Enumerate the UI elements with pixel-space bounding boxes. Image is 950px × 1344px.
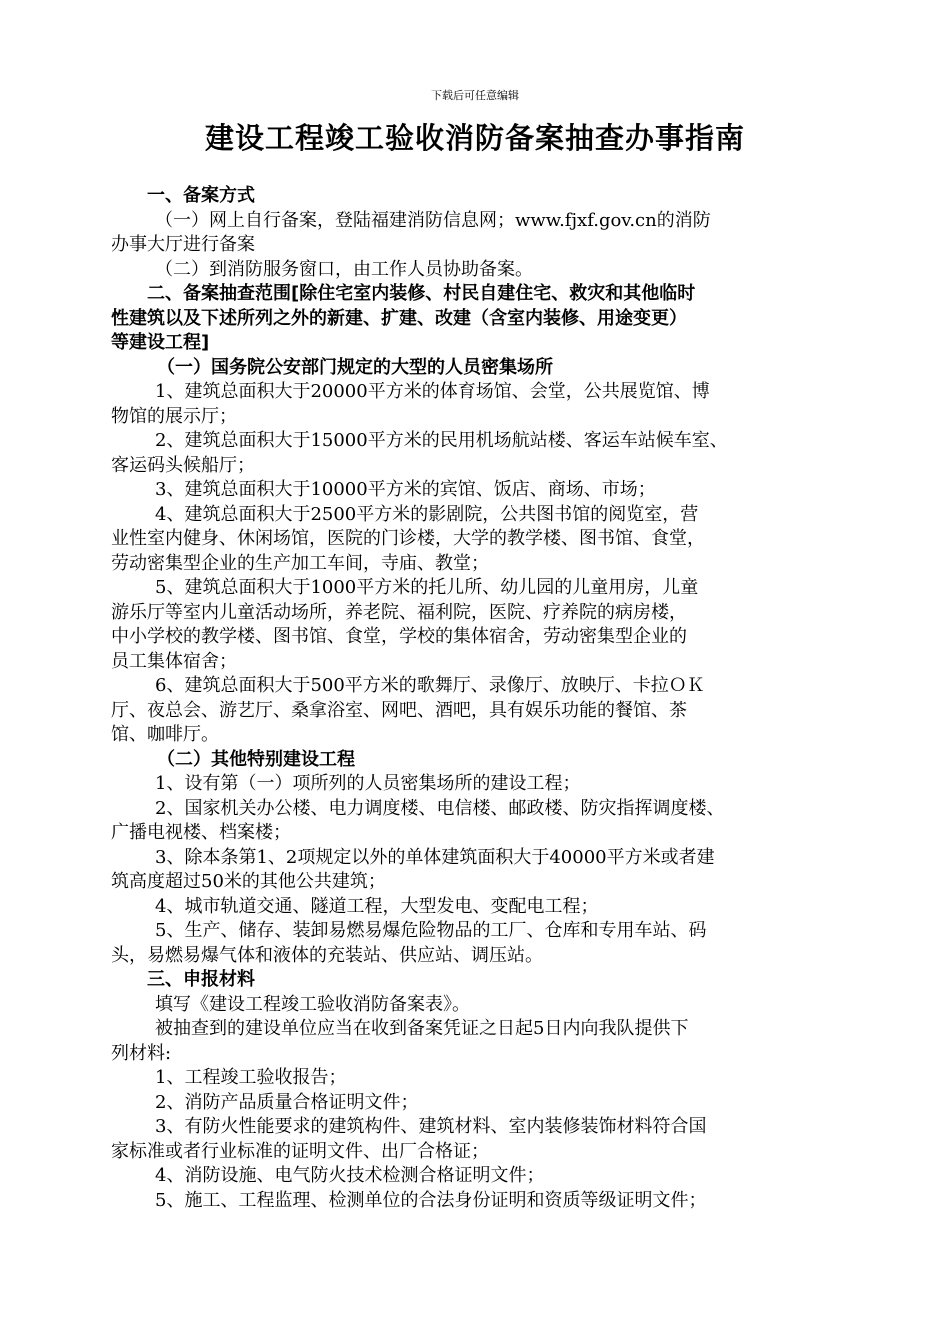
section-heading: 二、备案抽查范围[除住宅室内装修、村民自建住宅、救灾和其他临时 [147,283,696,304]
paragraph-line: 被抽查到的建设单位应当在收到备案凭证之日起5日内向我队提供下 [155,1018,689,1039]
list-item: 4、城市轨道交通、隧道工程，大型发电、变配电工程； [155,895,599,917]
list-item: 5、施工、工程监理、检测单位的合法身份证明和资质等级证明文件； [155,1189,707,1211]
section-heading: 一、备案方式 [147,185,255,206]
subsection-heading: （二）其他特别建设工程 [157,748,355,770]
list-item: 员工集体宿舍； [111,650,237,672]
paragraph-line: 列材料: [111,1042,172,1064]
paragraph-line: 办事大厅进行备案 [111,234,255,255]
list-item: 5、生产、储存、装卸易燃易爆危险物品的工厂、仓库和专用车站、码 [155,920,707,941]
list-item: 2、消防产品质量合格证明文件； [155,1091,419,1113]
list-item: 劳动密集型企业的生产加工车间，寺庙、教堂； [111,552,489,574]
paragraph-line: 填写《建设工程竣工验收消防备案表》。 [155,993,470,1015]
section-heading: 三、申报材料 [147,969,255,990]
list-item: 3、有防火性能要求的建筑构件、建筑材料、室内装修装饰材料符合国 [155,1116,707,1137]
paragraph-line: （一）网上自行备案，登陆福建消防信息网；www.fjxf.gov.cn的消防 [155,209,711,231]
list-item: 3、除本条第1、2项规定以外的单体建筑面积大于40000平方米或者建 [155,846,715,868]
list-item: 客运码头候船厅； [111,454,255,476]
list-item: 馆、咖啡厅。 [111,724,219,745]
list-item: 业性室内健身、休闲场馆，医院的门诊楼，大学的教学楼、图书馆、食堂， [111,528,705,549]
list-item: 游乐厅等室内儿童活动场所，养老院、福利院，医院、疗养院的病房楼， [111,601,687,623]
section-heading: 等建设工程] [111,332,210,353]
list-item: 6、建筑总面积大于500平方米的歌舞厅、录像厅、放映厅、卡拉ＯＫ [155,675,705,696]
document-body [111,184,861,1213]
list-item: 2、国家机关办公楼、电力调度楼、电信楼、邮政楼、防灾指挥调度楼、 [155,797,725,819]
document-title: 建设工程竣工验收消防备案抽查办事指南 [204,121,745,155]
list-item: 中小学校的教学楼、图书馆、食堂，学校的集体宿舍，劳动密集型企业的 [111,626,687,647]
list-item: 厅、夜总会、游艺厅、桑拿浴室、网吧、酒吧，具有娱乐功能的餐馆、茶 [111,699,687,721]
list-item: 头，易燃易爆气体和液体的充装站、供应站、调压站。 [111,944,543,966]
list-item: 5、建筑总面积大于1000平方米的托儿所、幼儿园的儿童用房，儿童 [155,577,699,598]
list-item: 4、建筑总面积大于2500平方米的影剧院，公共图书馆的阅览室，营 [155,503,699,525]
list-item: 1、设有第（一）项所列的人员密集场所的建设工程； [155,773,581,794]
list-item: 3、建筑总面积大于10000平方米的宾馆、饭店、商场、市场； [155,479,656,500]
subsection-heading: （一）国务院公安部门规定的大型的人员密集场所 [157,356,553,378]
list-item: 2、建筑总面积大于15000平方米的民用机场航站楼、客运车站候车室、 [155,430,728,451]
list-item: 4、消防设施、电气防火技术检测合格证明文件； [155,1165,545,1186]
section-heading: 性建筑以及下述所列之外的新建、扩建、改建（含室内装修、用途变更） [111,307,687,329]
list-item: 广播电视楼、档案楼； [111,822,291,843]
list-item: 家标准或者行业标准的证明文件、出厂合格证； [111,1140,489,1162]
list-item: 1、建筑总面积大于20000平方米的体育场馆、会堂，公共展览馆、博 [155,381,710,402]
list-item: 筑高度超过50米的其他公共建筑； [111,871,386,892]
list-item: 物馆的展示厅； [111,405,237,427]
paragraph-line: （二）到消防服务窗口，由工作人员协助备案。 [155,258,533,280]
header-note: 下载后可任意编辑 [431,89,519,102]
list-item: 1、工程竣工验收报告； [155,1067,347,1088]
